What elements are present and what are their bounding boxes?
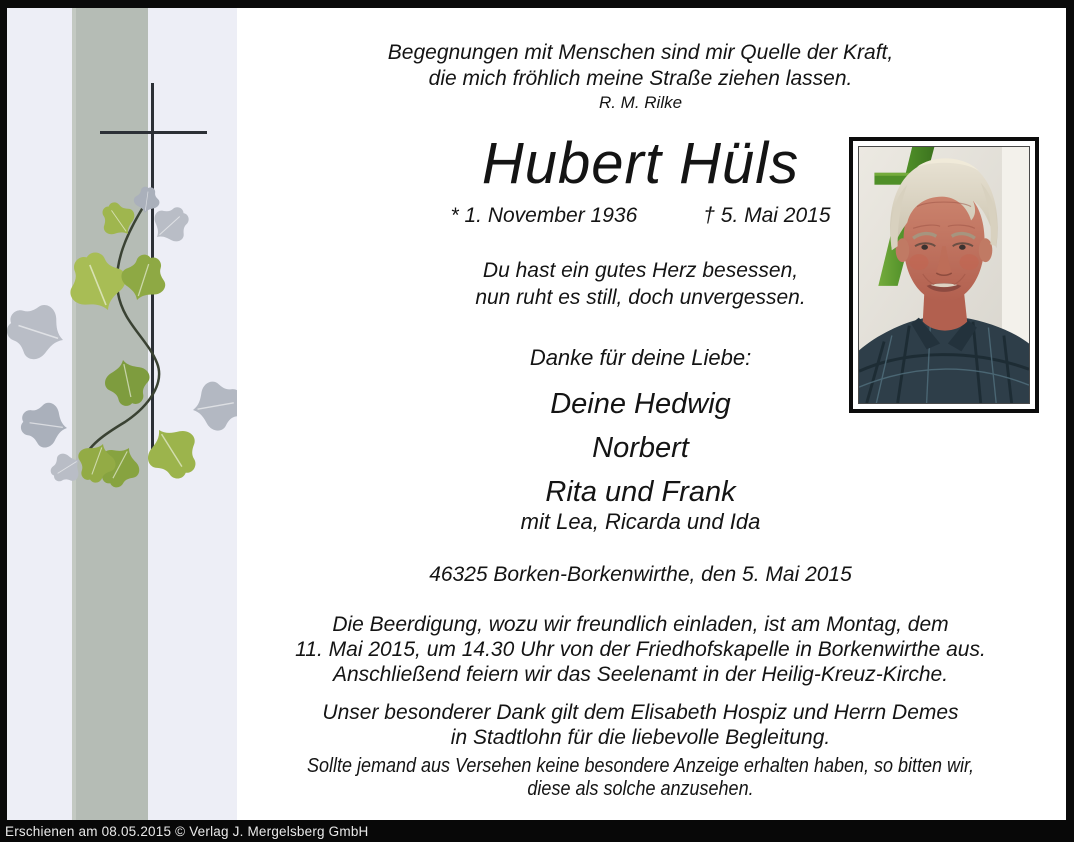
mourner-name: Norbert [592,432,689,464]
note-line-2: diese als solche anzusehen. [527,778,754,800]
deceased-name: Hubert Hüls [481,131,800,196]
birth-date: * 1. November 1936 [450,204,638,227]
verse-line-2: nun ruht es still, doch unvergessen. [475,286,806,309]
quote-line-2: die mich fröhlich meine Straße ziehen lassen. [428,67,853,90]
mourners-grandchildren: mit Lea, Ricarda und Ida [520,509,761,534]
opening-quote [237,40,1044,92]
cross-and-ivy-icon [7,8,237,820]
mourner-name: Rita und Frank [545,476,736,508]
gratitude-note [237,700,1044,750]
publisher-footer [0,820,1074,842]
portrait-photo-mat [853,141,1035,409]
notice-body [237,8,1066,820]
portrait-photo-frame [849,137,1039,413]
verse-line-1: Du hast ein gutes Herz besessen, [482,259,799,282]
funeral-line-2: 11. Mai 2015, um 14.30 Uhr von der Friedhofskapelle in Borkenwirthe aus. [295,638,986,661]
funeral-information [237,612,1044,687]
death-date: † 5. Mai 2015 [703,204,831,227]
quote-line-1: Begegnungen mit Menschen sind mir Quelle der Kraft, [387,41,894,64]
apology-note [277,755,1003,801]
publisher-credit: Erschienen am 08.05.2015 © Verlag J. Mergelsberg GmbH [5,823,369,839]
notice-sheet [7,8,1066,820]
gratitude-line-1: Unser besonderer Dank gilt dem Elisabeth Hospiz und Herrn Demes [322,701,959,724]
gratitude-line-2: in Stadtlohn für die liebevolle Begleitung. [450,726,831,749]
thanks-intro: Danke für deine Liebe: [529,345,752,370]
place-and-date: 46325 Borken-Borkenwirthe, den 5. Mai 2015 [429,563,852,586]
note-line-1: Sollte jemand aus Versehen keine besondere Anzeige erhalten haben, so bitten wir, [306,755,975,777]
portrait-illustration [859,147,1029,403]
mourner-name: Deine Hedwig [550,388,731,420]
quote-attribution: R. M. Rilke [598,93,683,112]
funeral-line-3: Anschließend feiern wir das Seelenamt in der Heilig-Kreuz-Kirche. [332,663,949,686]
portrait-photo [858,146,1030,404]
decorative-panel [7,8,237,820]
funeral-line-1: Die Beerdigung, wozu wir freundlich einladen, ist am Montag, dem [332,613,949,636]
